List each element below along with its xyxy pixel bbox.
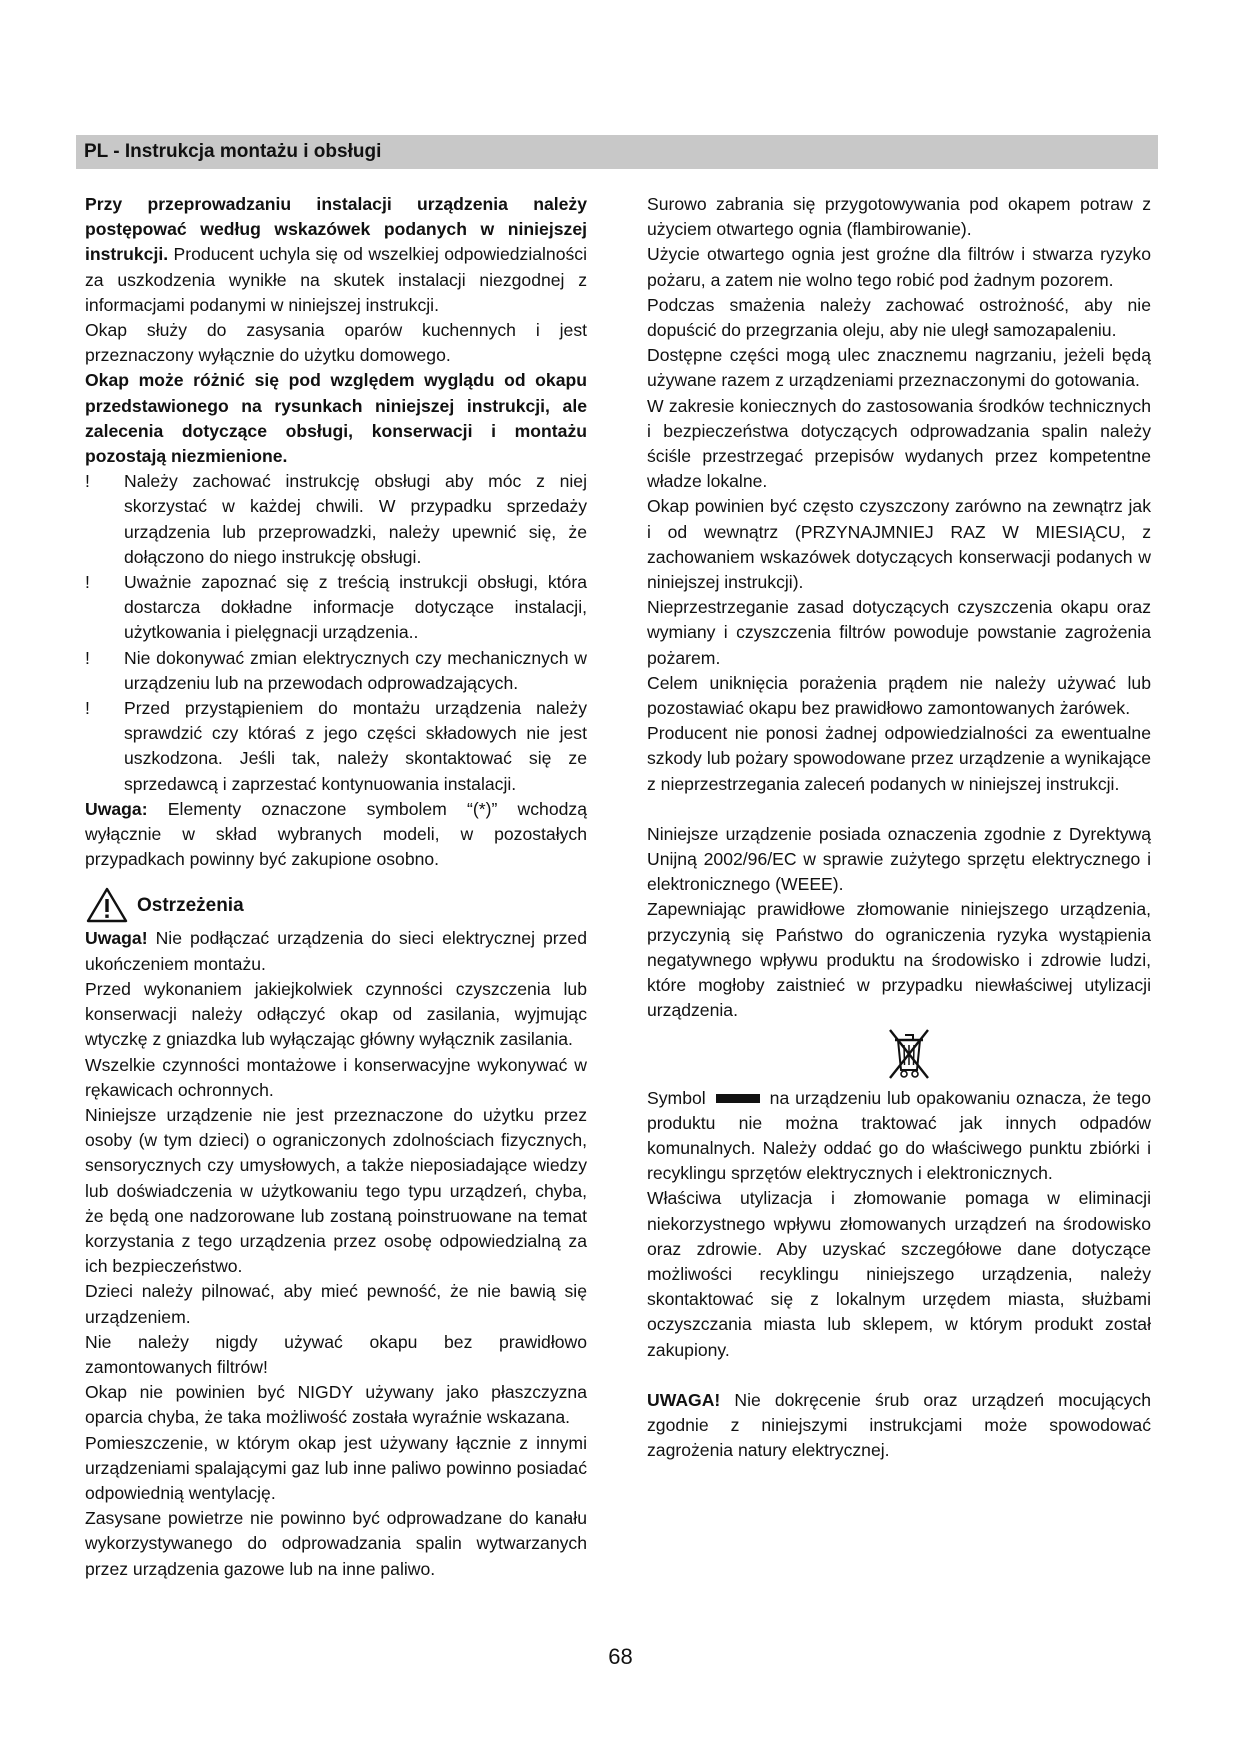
exclamation-mark: ! [85,572,90,593]
warnings-heading [85,886,587,924]
warning-paragraph [85,926,587,976]
bullet-text: Przed przystąpieniem do montażu urządzenia należy sprawdzić czy któraś z jego części składowych nie jest uszkodzona. Jeśli tak, należy skontaktować się ze sprzedawcą i zaprzestać kontynuowania instalacji. [124,698,587,794]
symbol-word: Symbol [647,1087,706,1108]
warning-paragraph: Zasysane powietrze nie powinno być odprowadzane do kanału wykorzystywanego do odprowadzania spalin wytwarzanych przez urządzenia gazowe lub na inne paliwo. [85,1508,587,1579]
bullet-item [85,696,587,797]
warning-paragraph: Dzieci należy pilnować, aby mieć pewność, że nie bawią się urządzeniem. [85,1281,587,1327]
warning-paragraph: Nie należy nigdy używać okapu bez prawidłowo zamontowanych filtrów! [85,1331,587,1377]
section-title: PL - Instrukcja montażu i obsługi [84,141,382,162]
difference-paragraph: Okap może różnić się pod względem wyglądu od okapu przedstawionego na rysunkach niniejszej instrukcji, ale zalecenia dotyczące obsługi, konserwacji i montażu pozostają niezmienione. [85,370,587,467]
safety-paragraph: Surowo zabrania się przygotowywania pod okapem potraw z użyciem otwartego ognia (flambirowanie). [647,194,1151,240]
final-warning-text: Nie dokręcenie śrub oraz urządzeń mocujących zgodnie z niniejszymi instrukcjami może spowodować zagrożenia natury elektrycznej. [647,1389,1151,1461]
left-column [85,192,587,1582]
spacer [647,1363,1151,1388]
note-paragraph [85,797,587,873]
warning-text: Nie podłączać urządzenia do sieci elektrycznej przed ukończeniem montażu. [85,928,587,974]
intro-bold: Przy przeprowadzaniu instalacji urządzenia należy postępować według wskazówek podanych w niniejszej instrukcji. [85,194,587,265]
safety-paragraph: Użycie otwartego ognia jest groźne dla filtrów i stwarza ryzyko pożaru, a zatem nie wolno tego robić pod żadnym pozorem. [647,244,1151,290]
safety-paragraph: Nieprzestrzeganie zasad dotyczących czyszczenia okapu oraz wymiany i czyszczenia filtrów powoduje powstanie zagrożenia pożarem. [647,597,1151,668]
weee-paragraph: Zapewniając prawidłowe złomowanie niniejszego urządzenia, przyczynią się Państwo do ograniczenia ryzyka wystąpienia negatywnego wpływu produktu na środowisko i zdrowie ludzi, które mogłoby zaistnieć w przypadku niewłaściwej utylizacji urządzenia. [647,899,1151,1021]
safety-paragraph: Celem uniknięcia porażenia prądem nie należy używać lub pozostawiać okapu bez prawidłowo zamontowanych żarówek. [647,672,1151,719]
exclamation-mark: ! [85,647,90,668]
note-text: Elementy oznaczone symbolem “(*)” wchodzą wyłącznie w skład wybranych modeli, w pozostałych przypadkach powinny być zakupione osobno. [85,798,587,870]
intro-paragraph [85,192,587,318]
symbol-text: na urządzeniu lub opakowaniu oznacza, że tego produktu nie można traktować jak innych odpadów komunalnych. Należy oddać go do właściwego punktu zbiórki i recyklingu sprzętów elektrycznych i elektronicznych. [647,1087,1151,1184]
bullet-text: Uważnie zapoznać się z treścią instrukcji obsługi, która dostarcza dokładne informacje dotyczące instalacji, użytkowania i pielęgnacji urządzenia.. [124,572,587,643]
purpose-paragraph: Okap służy do zasysania oparów kuchennych i jest przeznaczony wyłącznie do użytku domowego. [85,320,587,366]
bullet-item [85,646,587,696]
intro-rest: Producent uchyla się od wszelkiej odpowiedzialności za uszkodzenia wynikłe na skutek instalacji niezgodnej z informacjami podanymi w niniejszej instrukcji. [85,244,587,315]
warning-paragraph: Wszelkie czynności montażowe i konserwacyjne wykonywać w rękawicach ochronnych. [85,1054,587,1100]
spacer [647,797,1151,822]
safety-paragraph: Dostępne części mogą ulec znacznemu nagrzaniu, jeżeli będą używane razem z urządzeniami przeznaczonymi do gotowania. [647,345,1151,391]
final-warning-label: UWAGA! [647,1389,721,1410]
warning-paragraph: Przed wykonaniem jakiejkolwiek czynności czyszczenia lub konserwacji należy odłączyć okap od zasilania, wyjmując wtyczkę z gniazdka lub wyłączając główny wyłącznik zasilania. [85,978,587,1050]
warning-paragraph: Okap nie powinien być NIGDY używany jako płaszczyzna oparcia chyba, że taka możliwość została wyraźnie wskazana. [85,1382,587,1428]
bullet-item [85,570,587,646]
warning-paragraph: Pomieszczenie, w którym okap jest używany łącznie z innymi urządzeniami spalającymi gaz lub inne paliwo powinno posiadać odpowiednią wentylację. [85,1432,587,1503]
weee-symbol [647,1024,1151,1086]
bullet-text: Należy zachować instrukcję obsługi aby móc z niej skorzystać w każdej chwili. W przypadku sprzedaży urządzenia lub przeprowadzki, należy upewnić się, że dołączono do niego instrukcję obsługi. [124,471,587,567]
disposal-paragraph: Właściwa utylizacja i złomowanie pomaga w eliminacji niekorzystnego wpływu złomowanych urządzeń na środowisko oraz zdrowie. Aby uzyskać szczegółowe dane dotyczące możliwości recyklingu niniejszego urządzenia, należy skontaktować się z lokalnym urzędem miasta, służbami oczyszczania miasta lub sklepem, w którym produkt został zakupiony. [647,1188,1151,1360]
section-header-bar [76,135,1158,169]
bullet-item [85,469,587,570]
crossed-bin-icon [881,1024,937,1082]
weee-paragraph: Niniejsze urządzenie posiada oznaczenia zgodnie z Dyrektywą Unijną 2002/96/EC w sprawie zużytego sprzętu elektrycznego i elektronicznego (WEEE). [647,823,1151,895]
warnings-title: Ostrzeżenia [137,894,244,916]
black-bar-icon [716,1094,760,1103]
safety-paragraph: Podczas smażenia należy zachować ostrożność, aby nie dopuścić do przegrzania oleju, aby nie uległ samozapaleniu. [647,294,1151,341]
bullet-text: Nie dokonywać zmian elektrycznych czy mechanicznych w urządzeniu lub na przewodach odprowadzających. [124,647,587,693]
safety-paragraph: W zakresie koniecznych do zastosowania środków technicznych i bezpieczeństwa dotyczących odprowadzania spalin należy ściśle przestrzegać przepisów wydanych przez kompetentne władze lokalne. [647,395,1151,492]
exclamation-mark: ! [85,698,90,719]
warning-paragraph: Niniejsze urządzenie nie jest przeznaczone do użytku przez osoby (w tym dzieci) o ograniczonych zdolnościach fizycznych, sensorycznych czy umysłowych, a także nieposiadające wiedzy lub doświadczenia w użytkowaniu tego typu urządzeń, chyba, że będą one nadzorowane lub zostaną poinstruowane na temat korzystania z tego urządzenia przez osobę odpowiedzialną za ich bezpieczeństwo. [85,1104,587,1277]
warning-triangle-icon [85,886,129,924]
final-warning [647,1388,1151,1464]
symbol-paragraph [647,1086,1151,1187]
page-number: 68 [608,1644,633,1669]
right-column [647,192,1151,1463]
safety-paragraph: Okap powinien być często czyszczony zarówno na zewnątrz jak i od wewnątrz (PRZYNAJMNIEJ RAZ W MIESIĄCU, z zachowaniem wskazówek dotyczących konserwacji podanych w niniejszej instrukcji). [647,496,1151,593]
exclamation-mark: ! [85,471,90,492]
note-label: Uwaga: [85,798,148,819]
warning-label: Uwaga! [85,928,148,949]
safety-paragraph: Producent nie ponosi żadnej odpowiedzialności za ewentualne szkody lub pożary spowodowane przez urządzenie a wynikające z nieprzestrzegania zaleceń podanych w niniejszej instrukcji. [647,723,1151,794]
